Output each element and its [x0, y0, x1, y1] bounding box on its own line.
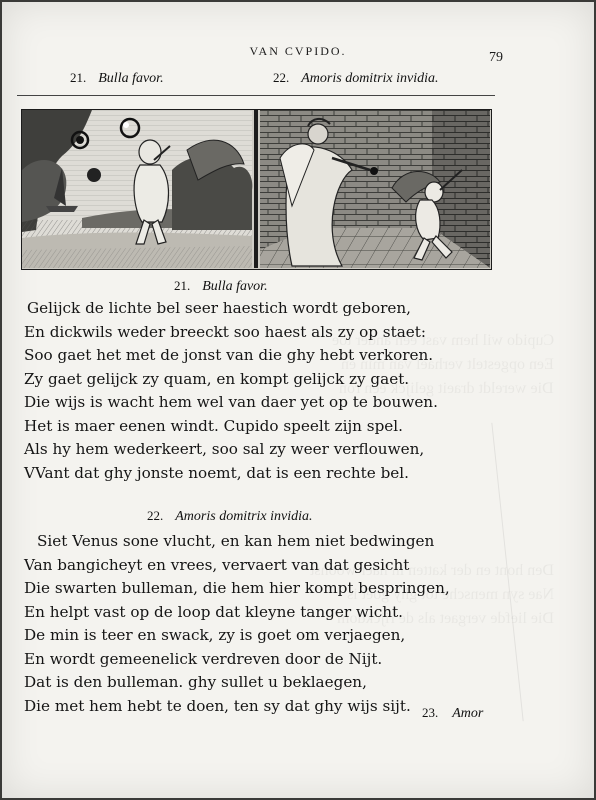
- running-head: VAN CVPIDO.: [249, 44, 347, 58]
- verse-line: De min is teer en swack, zy is goet om verjaegen,: [24, 626, 406, 644]
- plate-caption-motto: Amoris domitrix invidia.: [301, 71, 439, 86]
- verse-line: VVant dat ghy jonste noemt, dat is een rechte bel.: [24, 463, 409, 482]
- emblem-number: 21.: [174, 278, 191, 293]
- verse-line: Soo gaet het met de jonst van die ghy hebt verkoren.: [24, 346, 434, 364]
- plate-caption-number: 22.: [273, 70, 290, 85]
- catchword-number: 23.: [422, 705, 439, 720]
- emblem-21-poem: [24, 297, 438, 485]
- catchword-text: Amor: [452, 706, 484, 721]
- verse-line: Gelijck de lichte bel seer haestich wordt geboren,: [27, 299, 411, 317]
- verse-line: Die met hem hebt te doen, ten sy dat ghy wijs sijt.: [24, 696, 411, 715]
- emblem-22-scene: [260, 110, 490, 268]
- header-rule: [17, 95, 495, 96]
- emblem-heading-21: [174, 278, 268, 295]
- plate-caption-22: [273, 70, 439, 87]
- verse-line: En wordt gemeenelick verdreven door de Nijt.: [24, 649, 383, 668]
- engraving-illustrations: [22, 110, 490, 268]
- plate-caption-motto: Bulla favor.: [98, 71, 164, 86]
- emblem-21-scene: [22, 110, 252, 268]
- book-page: [2, 2, 594, 798]
- plate-caption-number: 21.: [70, 70, 87, 85]
- emblem-motto: Amoris domitrix invidia.: [175, 509, 313, 524]
- verse-line: Als hy hem wederkeert, soo sal zy weer verflouwen,: [24, 440, 425, 458]
- emblem-number: 22.: [147, 508, 164, 523]
- verse-line: Zy gaet gelijck zy quam, en kompt gelijck zy gaet.: [24, 369, 410, 388]
- emblem-heading-22: [147, 508, 313, 525]
- verse-line: Van bangicheyt en vrees, vervaert van dat gesicht: [24, 555, 410, 574]
- plate-caption-21: [70, 70, 164, 87]
- verse-line: Die swarten bulleman, die hem hier kompt bespringen,: [24, 579, 450, 597]
- verse-line: Dat is den bulleman. ghy sullet u beklaegen,: [24, 673, 367, 691]
- engraving-plate: [21, 109, 492, 270]
- emblem-22-poem: [24, 530, 450, 718]
- emblem-motto: Bulla favor.: [202, 279, 268, 294]
- verse-line: En dickwils weder breeckt soo haest als zy op staet:: [24, 322, 426, 341]
- page-number: 79: [489, 50, 503, 65]
- verse-line: Siet Venus sone vlucht, en kan hem niet bedwingen: [37, 532, 435, 550]
- verse-line: Het is maer eenen windt. Cupido speelt zijn spel.: [24, 416, 403, 435]
- verse-line: Die wijs is wacht hem wel van daer yet op te bouwen.: [24, 393, 438, 411]
- catchword: [422, 705, 483, 722]
- verse-line: En helpt vast op de loop dat kleyne tanger wicht.: [24, 602, 404, 621]
